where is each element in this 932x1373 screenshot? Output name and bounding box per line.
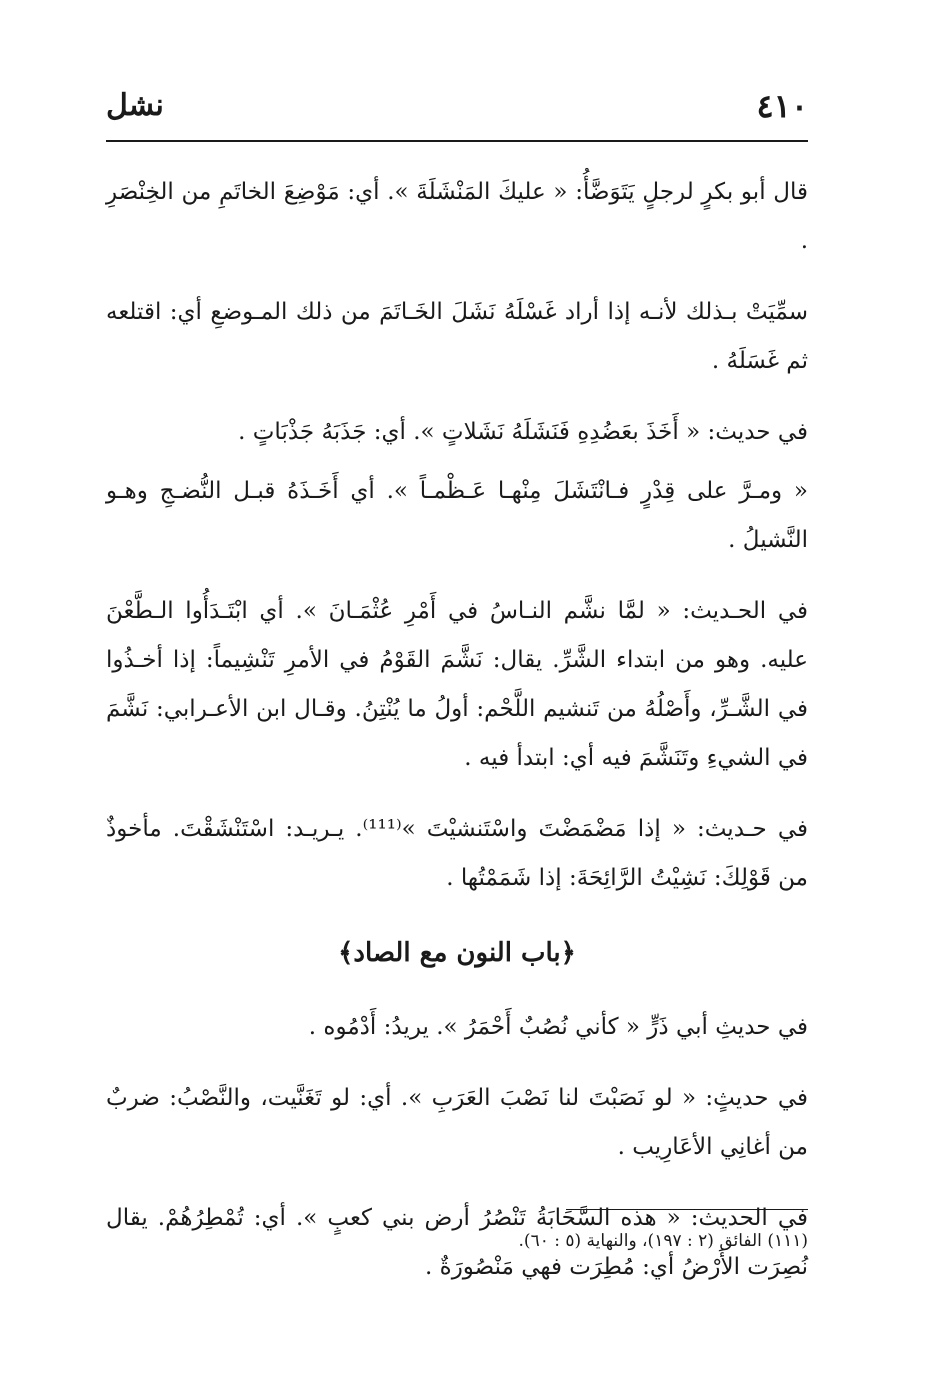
page-number: ٤١٠ — [756, 87, 808, 125]
footnote: (١١١) الفائق (٢ : ١٩٧)، والنهاية (٥ : ٦٠). — [518, 1231, 808, 1251]
paragraph-nashalat: في حديث: « أَخَذَ بعَضُدِهِ فَنَشَلَهُ نَشَلاتٍ ». أي: جَذَبَهُ جَذْبَاتٍ . — [238, 419, 808, 445]
paragraph-sumiyat: سمِّيَتْ بـذلك لأنـه إذا أراد غَسْلَهُ نَشَلَ الخَـاتَمَ من ذلك المـوضعِ أي: اقتلعه ثم غَسَلَهُ . — [106, 299, 808, 374]
page-header — [106, 84, 808, 128]
paragraph-intashal: « ومـرَّ على قِدْرٍ فـانْتَشَلَ مِنْهـا عَـظْمـاً ». أي أَخَـذَهُ قبـل النُّضـجِ وهـو النَّشيلُ . — [106, 478, 808, 553]
footnote-divider — [566, 1209, 808, 1210]
section-heading: ﴿باب النون مع الصاد﴾ — [338, 938, 576, 968]
running-title: نشل — [106, 88, 164, 123]
paragraph-nashsham: في الحـديث: « لمَّا نشَّم النـاسُ في أَمْرِ عُثْمَـانَ ». أي ابْتَـدَأُوا الـطَّعْنَ عليه. وهو من ابتداء الشَّرِّ. يقال: نَشَّمَ القَوْمُ في الأمرِ تَنْشِيماً: إذا أخـذُوا في الشَّـرِّ، وأَصْلُهُ من تَنشيم اللَّحْم: أولُ ما يُنْتِنُ. وقـال ابن الأعـرابي: نَشَّمَ في الشيءِ وتَنَشَّمَ فيه أي: ابتدأ فيه . — [106, 598, 808, 771]
paragraph-tansur: في الحديث: « هذه السَّحَابَةُ تَنْصُرُ أرض بني كعبٍ ». أي: تُمْطِرُهُمْ. يقال نُصِرَت الأَرْضُ أي: مُطِرَت فهي مَنْصُورَةٌ . — [106, 1205, 808, 1280]
paragraph-nusub: في حديثِ أبي ذَرٍّ « كأني نُصُبٌ أَحْمَرُ ». يريدُ: أَدْمُوه . — [308, 1014, 808, 1040]
page-body — [106, 168, 808, 1302]
paragraph-manshala: قال أبو بكرٍ لرجلٍ يَتَوَضَّأُ: « عليكَ المَنْشَلَةَ ». أي: مَوْضِعَ الخاتَمِ من الخِنْصَرِ . — [106, 179, 808, 254]
paragraph-nasb: في حديثٍ: « لو نَصَبْتَ لنا نَصْبَ العَرَبِ ». أي: لو تَغَنَّيت، والنَّصْبُ: ضربٌ من أغانِي الأعَارِيب . — [106, 1085, 808, 1160]
header-divider — [106, 140, 808, 142]
paragraph-istanshayt: في حـديث: « إذا مَضْمَضْتَ واسْتَنشيْتَ »⁽¹¹¹⁾. يـريـد: اسْتَنْشَقْتَ. مأخوذٌ من قَوْلِكَ: نَشِيْتُ الرَّائِحَةَ: إذا شَمَمْتُها . — [106, 816, 808, 891]
